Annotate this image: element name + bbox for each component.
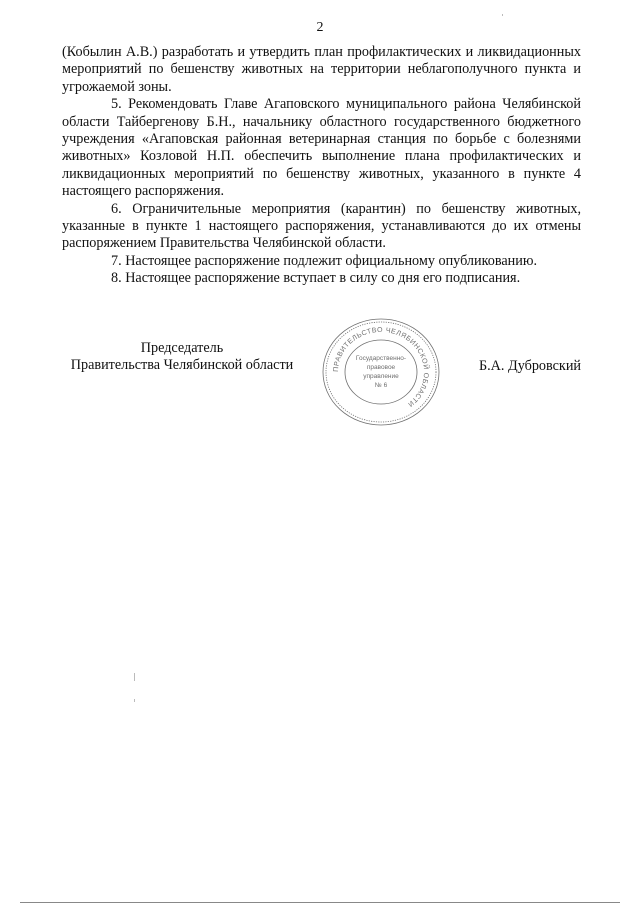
stamp-center-line1: Государственно- [355, 355, 407, 362]
signatory-title-line2: Правительства Челябинской области [70, 357, 294, 374]
stamp-rings [323, 319, 439, 425]
page-number: 2 [316, 20, 324, 35]
stamp-outer-ring [323, 319, 439, 425]
official-seal-stamp [318, 316, 444, 428]
stamp-ring-textpath: ПРАВИТЕЛЬСТВО ЧЕЛЯБИНСКОЙ ОБЛАСТИ [332, 326, 430, 408]
paragraph-item-5: 5. Рекомендовать Главе Агаповского муниципального района Челябинской области Тайбергенову Б.Н., начальнику областного государственного бюджетного учреждения «Агаповская районная ветеринарная станция по борьбе с болезнями животных» Козловой Н.П. обеспечить выполнение плана профилактических и ликвидационных мероприятий по бешенству животных, указанного в пункте 4 настоящего распоряжения. [62, 96, 581, 200]
stamp-center-line4: № 6 [374, 382, 388, 389]
stamp-center-line3: управление [363, 373, 399, 380]
scan-bottom-edge [20, 902, 620, 903]
paragraph-item-8: 8. Настоящее распоряжение вступает в силу со дня его подписания. [111, 270, 521, 287]
signatory-title [62, 340, 302, 375]
scan-speck [134, 699, 135, 702]
stamp-inner-ring [345, 340, 417, 404]
scan-speck [134, 673, 135, 681]
stamp-dotted-ring [326, 322, 436, 422]
paragraph-continuation: (Кобылин А.В.) разработать и утвердить план профилактических и ликвидационных мероприятий по бешенству животных на территории неблагополучного пункта и угрожаемой зоны. [62, 44, 581, 95]
stamp-center-text [356, 355, 406, 389]
scan-speck [502, 14, 503, 16]
paragraph-item-6: 6. Ограничительные мероприятия (карантин) по бешенству животных, указанные в пункте 1 настоящего распоряжения, устанавливаются до их отмены распоряжением Правительства Челябинской области. [62, 200, 581, 252]
stamp-center-line2: правовое [366, 364, 396, 371]
signatory-name: Б.А. Дубровский [478, 358, 581, 374]
paragraph-item-7: 7. Настоящее распоряжение подлежит официальному опубликованию. [111, 252, 538, 269]
document-body [62, 44, 581, 288]
signatory-title-line1: Председатель [140, 340, 224, 356]
